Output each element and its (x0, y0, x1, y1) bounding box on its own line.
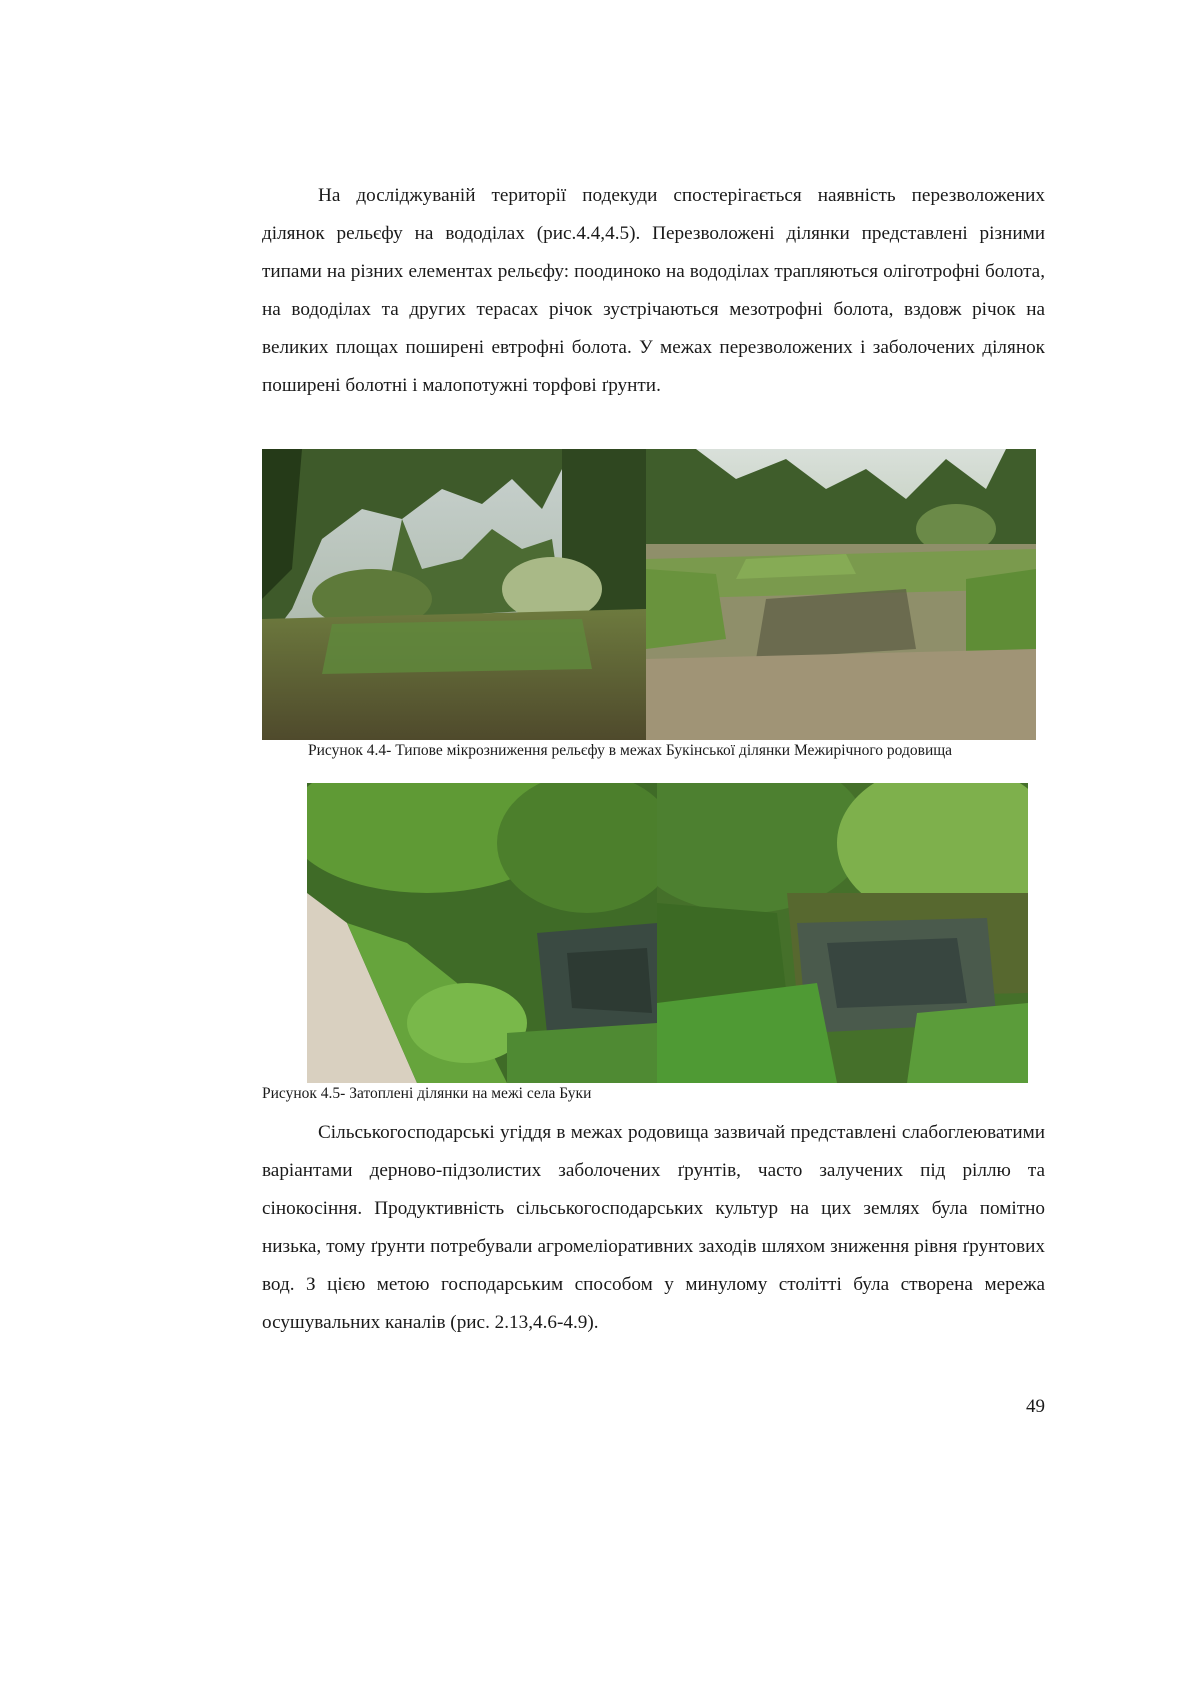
photo-flooded-thicket (657, 783, 1028, 1083)
photo-forest-clearing-swamp (262, 449, 646, 740)
page-number: 49 (1026, 1396, 1045, 1417)
photo-flooded-roadside (307, 783, 657, 1083)
body-paragraph-2: Сільськогосподарські угіддя в межах родовища зазвичай представлені слабоглеюватими варіантами дерново-підзолистих заболочених ґрунтів, часто залучених під ріллю та сінокосіння. Продуктивність сільськогосподарських культур на цих землях була помітно низька, тому ґрунти потребували агромеліоративних заходів шляхом зниження рівня ґрунтових вод. З цією метою господарським способом у минулому столітті була створена мережа осушувальних каналів (рис. 2.13,4.6-4.9). (262, 1122, 1045, 1333)
figure-4-5-photos (307, 783, 1028, 1083)
body-paragraph-1: На досліджуваній території подекуди спостерігається наявність перезволожених ділянок рельєфу на вододілах (рис.4.4,4.5). Перезволожені ділянки представлені різними типами на різних елементах рельєфу: поодиноко на вододілах трапляються оліготрофні болота, на вододілах та других терасах річок зустрічаються мезотрофні болота, вздовж річок на великих площах поширені евтрофні болота. У межах перезволожених і заболочених ділянок поширені болотні і малопотужні торфові ґрунти. (262, 185, 1045, 396)
figure-4-4-photos (262, 449, 1036, 740)
figure-4-5-caption: Рисунок 4.5- Затоплені ділянки на межі села Буки (262, 1085, 592, 1102)
figure-4-4-caption: Рисунок 4.4- Типове мікрозниження рельєфу в межах Букінської ділянки Межирічного родовища (308, 742, 953, 759)
photo-sedge-marsh (646, 449, 1036, 740)
